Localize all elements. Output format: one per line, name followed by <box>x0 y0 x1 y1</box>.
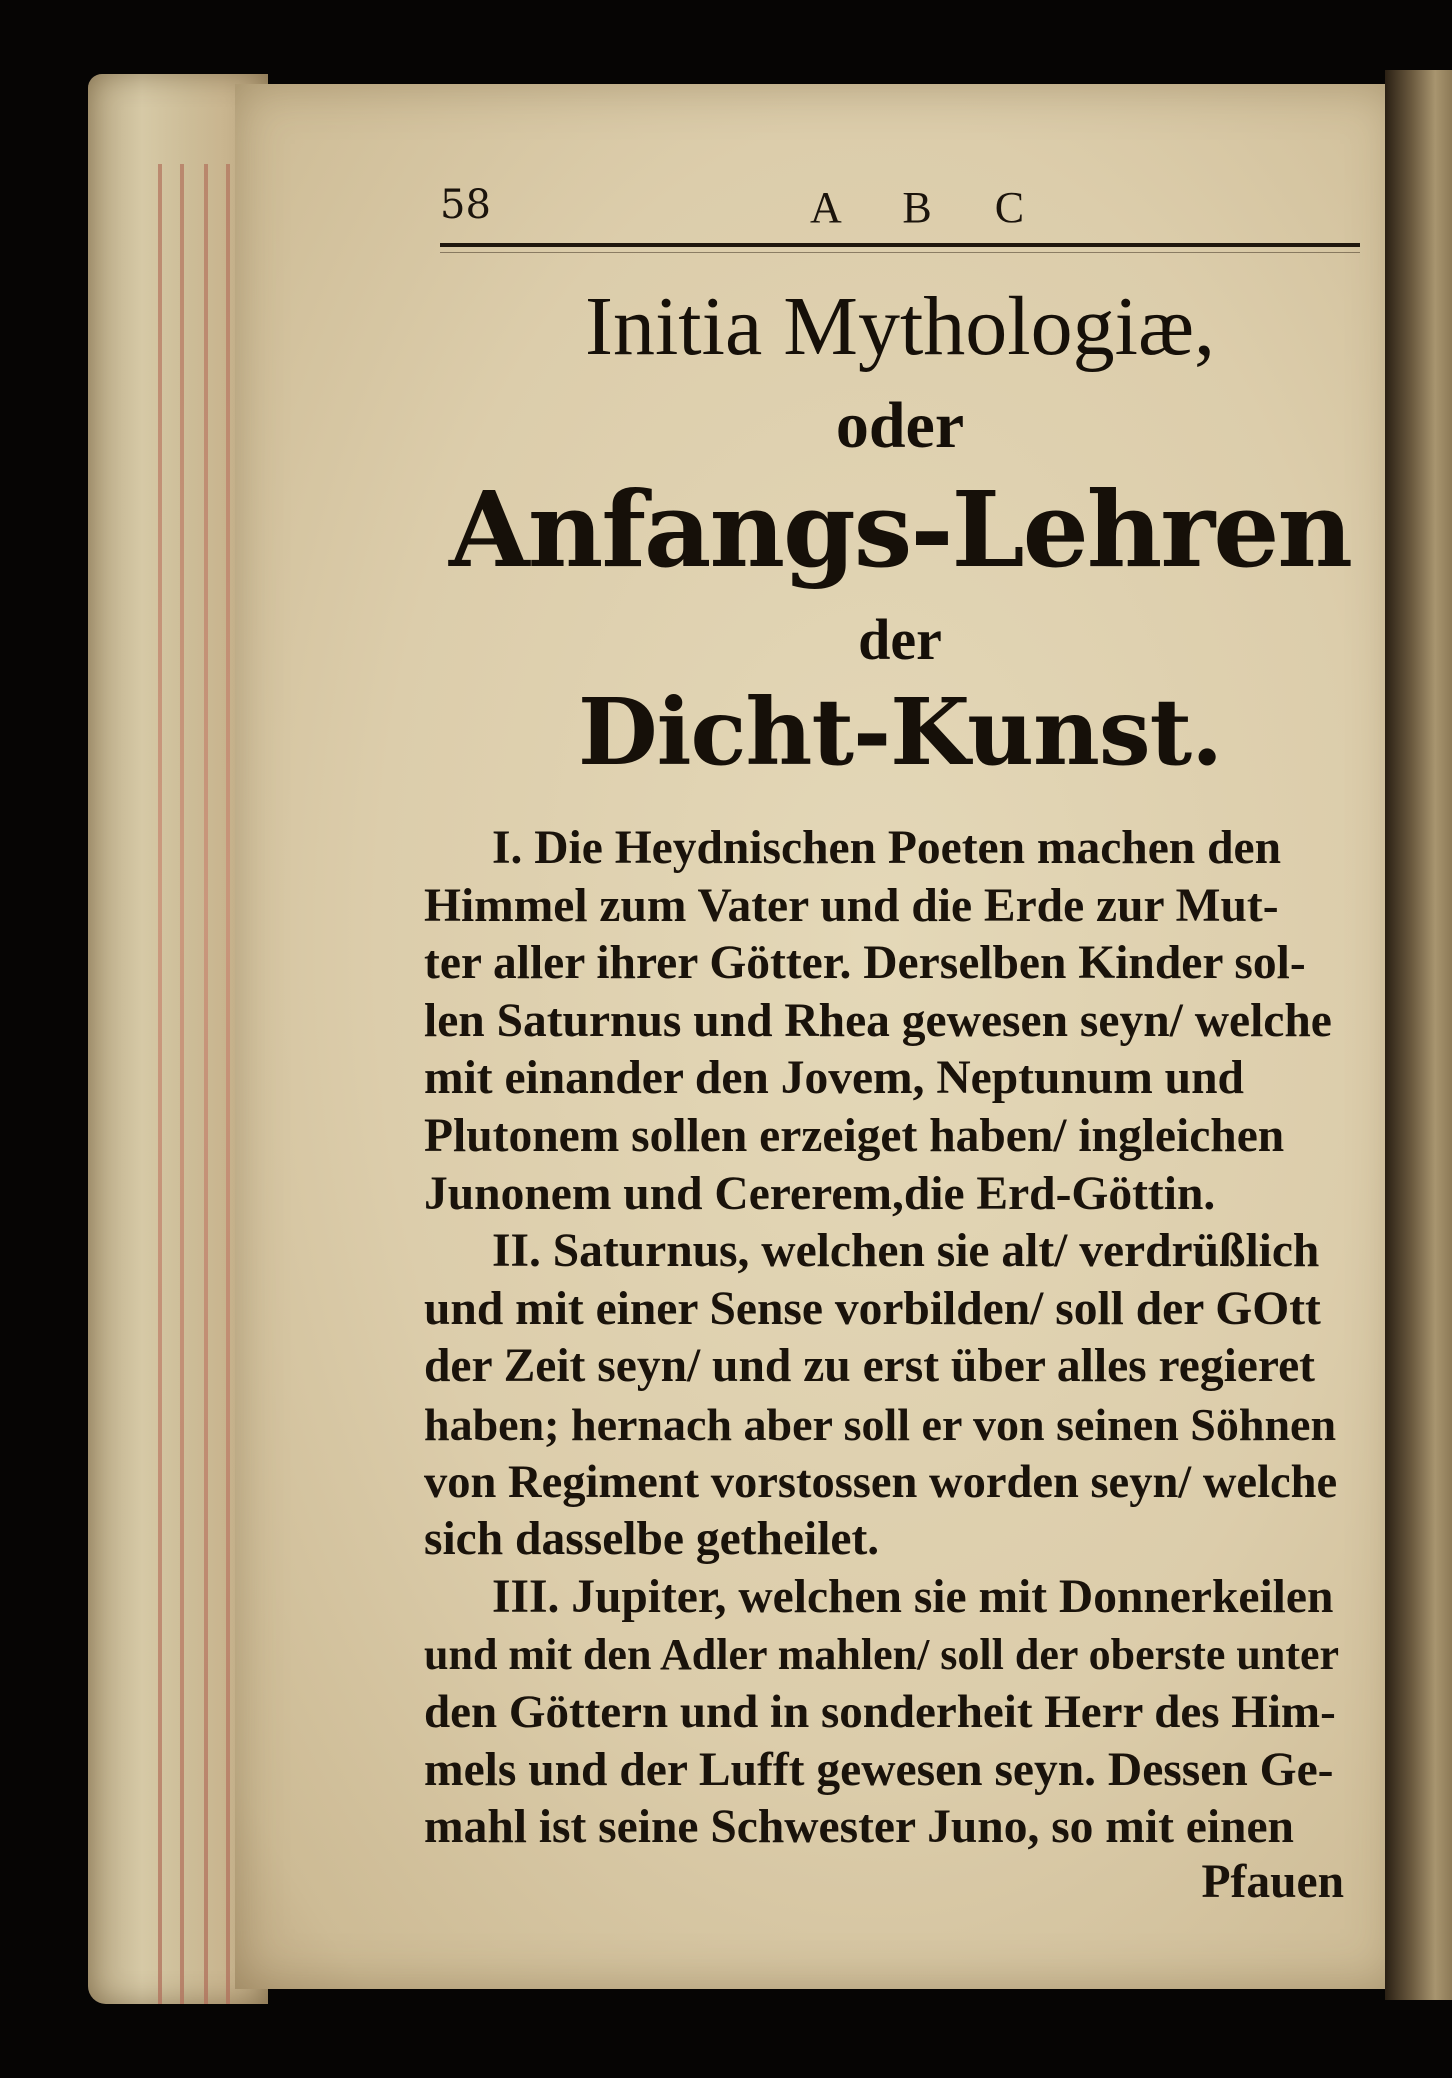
paragraph-3 <box>424 1569 1344 1857</box>
text-line: mahl ist seine Schwester Juno, so mit einen <box>424 1801 1294 1854</box>
facing-page-gutter <box>1385 70 1452 2000</box>
page-edge-line <box>204 164 208 2004</box>
page-edge-line <box>180 164 184 2004</box>
catchword: Pfauen <box>1201 1856 1344 1908</box>
text-line: von Regiment vorstossen worden seyn/ welche <box>424 1456 1338 1508</box>
title-sub: Dicht-Kunst. <box>577 678 1223 786</box>
text-line: haben; hernach aber soll er von seinen Söhnen <box>424 1398 1337 1450</box>
text-line: den Göttern und in sonderheit Herr des Him- <box>424 1685 1336 1738</box>
paragraph-1 <box>424 820 1344 1223</box>
page-header <box>440 182 1360 232</box>
text-line: II. Saturnus, welchen sie alt/ verdrüßlich <box>492 1225 1320 1278</box>
text-line: I. Die Heydnischen Poeten machen den <box>492 822 1282 874</box>
text-line: Himmel zum Vater und die Erde zur Mut- <box>424 879 1279 932</box>
text-line: der Zeit seyn/ und zu erst über alles regieret <box>424 1340 1315 1393</box>
title-latin: Initia Mythologiæ, <box>585 280 1215 373</box>
page-number: 58 <box>440 182 491 228</box>
text-line: mels und der Lufft gewesen seyn. Dessen Ge- <box>424 1743 1334 1796</box>
running-head: A B C <box>810 183 1051 232</box>
header-rule-thin <box>440 252 1360 253</box>
text-line: und mit einer Sense vorbilden/ soll der GOtt <box>424 1282 1321 1335</box>
text-line: mit einander den Jovem, Neptunum und <box>424 1052 1244 1105</box>
page-edge-line <box>226 164 230 2004</box>
text-line: len Saturnus und Rhea gewesen seyn/ welche <box>424 994 1332 1047</box>
text-line: ter aller ihrer Götter. Derselben Kinder sol- <box>424 937 1306 990</box>
text-line: sich dasselbe getheilet. <box>424 1513 880 1566</box>
text-line: Junonem und Cererem,die Erd-Göttin. <box>424 1167 1216 1220</box>
title-der: der <box>858 607 942 672</box>
text-line: und mit den Adler mahlen/ soll der oberste unter <box>424 1630 1340 1680</box>
text-line: III. Jupiter, welchen sie mit Donnerkeilen <box>492 1570 1334 1623</box>
page-edge-line <box>158 164 162 2004</box>
body-text <box>424 820 1344 1857</box>
title-oder: oder <box>835 389 965 462</box>
header-rule <box>440 243 1360 247</box>
title-main: Anfangs-Lehren <box>449 468 1351 591</box>
paragraph-2 <box>424 1223 1344 1569</box>
text-line: Plutonem sollen erzeiget haben/ ingleichen <box>424 1109 1285 1162</box>
